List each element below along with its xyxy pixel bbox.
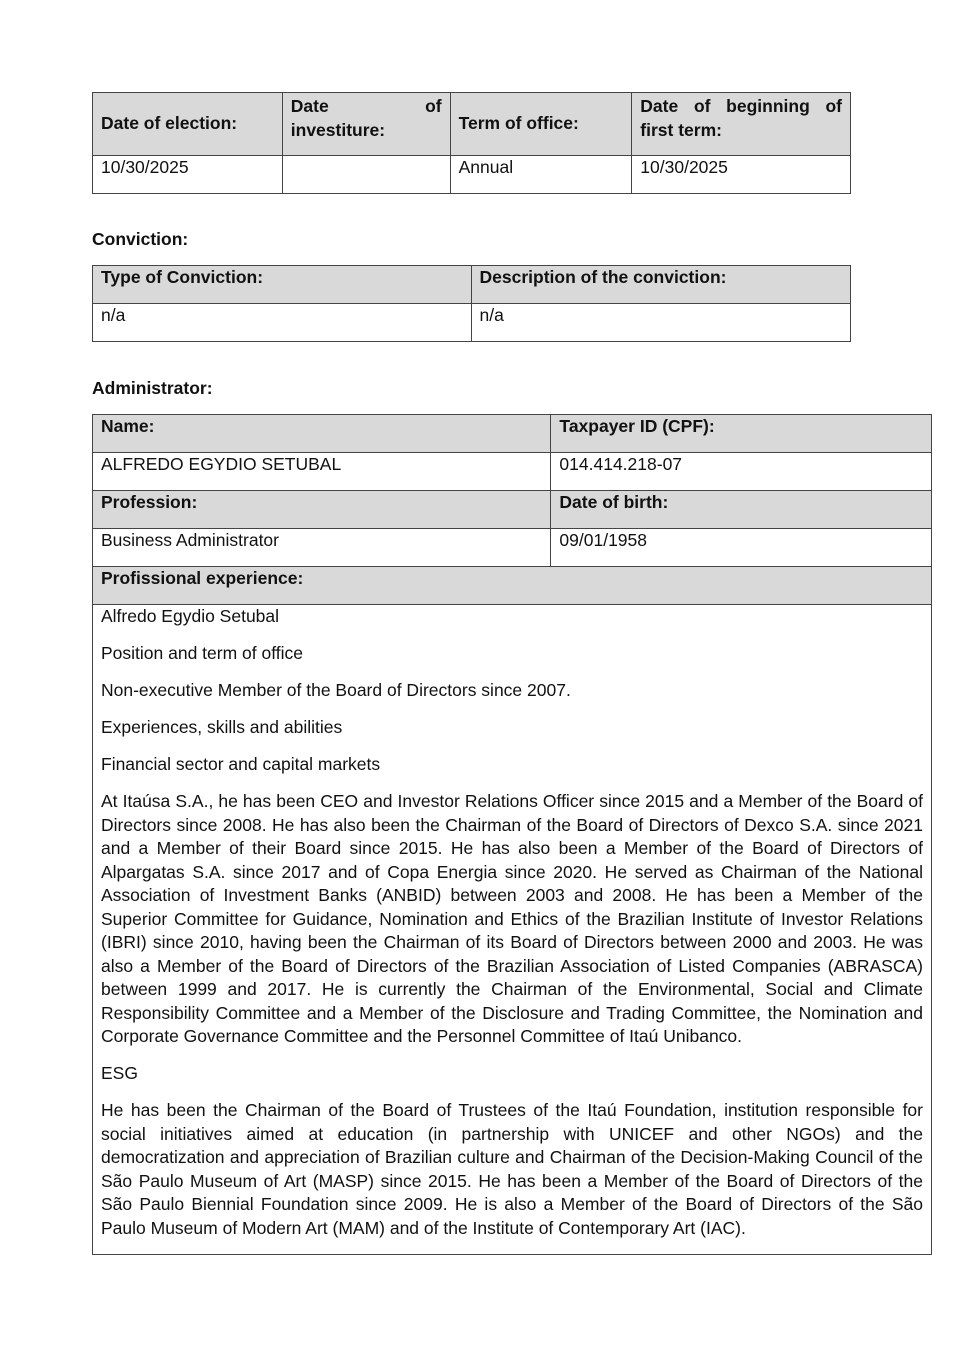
first-term-date-header: Date of beginning of first term: xyxy=(632,93,851,156)
term-of-office-header: Term of office: xyxy=(450,93,632,156)
experience-header: Profissional experience: xyxy=(93,567,932,605)
experience-body xyxy=(93,605,932,1255)
administrator-title: Administrator: xyxy=(92,378,213,398)
administrator-table xyxy=(92,414,932,1255)
position-text: Non-executive Member of the Board of Directors since 2007. xyxy=(101,680,571,700)
financial-heading: Financial sector and capital markets xyxy=(101,754,381,774)
election-date-header: Date of election: xyxy=(93,93,283,156)
profession-header: Profession: xyxy=(93,491,551,529)
conviction-title: Conviction: xyxy=(92,229,189,249)
conviction-type-header: Type of Conviction: xyxy=(93,266,472,304)
conviction-type-value: n/a xyxy=(93,304,472,342)
election-date-value: 10/30/2025 xyxy=(93,156,283,194)
investiture-date-value xyxy=(282,156,450,194)
esg-text: He has been the Chairman of the Board of Trustees of the Itaú Foundation, institution responsible for social initiatives aimed at education (in partnership with UNICEF and other NGOs) and the democratization and appreciation of Brazilian culture and Chairman of the Decision-Making Council of the São Paulo Museum of Art (MASP) since 2015. He has been a Member of the Board of Directors of the São Paulo Biennial Foundation since 2009. He is also a Member of the Board of Directors of the São Paulo Museum of Modern Art (MAM) and of the Institute of Contemporary Art (IAC). xyxy=(101,1100,923,1238)
name-value: ALFREDO EGYDIO SETUBAL xyxy=(93,453,551,491)
dob-value: 09/01/1958 xyxy=(551,529,932,567)
esg-heading: ESG xyxy=(101,1063,138,1083)
conviction-description-header: Description of the conviction: xyxy=(471,266,851,304)
profession-value: Business Administrator xyxy=(93,529,551,567)
investiture-date-header: Date of investiture: xyxy=(282,93,450,156)
conviction-table xyxy=(92,265,851,342)
term-of-office-value: Annual xyxy=(450,156,632,194)
dob-header: Date of birth: xyxy=(551,491,932,529)
cpf-header: Taxpayer ID (CPF): xyxy=(551,415,932,453)
election-table xyxy=(92,92,851,194)
skills-heading: Experiences, skills and abilities xyxy=(101,717,343,737)
financial-text: At Itaúsa S.A., he has been CEO and Investor Relations Officer since 2015 and a Member of the Board of Directors since 2008. He has also been the Chairman of the Board of Directors of Dexco S.A. since 2021 and a Member of their Board since 2015. He has also been a Member of the Board of Directors of Alpargatas S.A. since 2017 and of Copa Energia since 2020. He served as Chairman of the National Association of Investment Banks (ANBID) between 2003 and 2008. He has been a Member of the Superior Committee for Guidance, Nomination and Ethics of the Brazilian Institute of Investor Relations (IBRI) since 2010, having been the Chairman of its Board of Directors between 2000 and 2003. He was also a Member of the Board of Directors of the Brazilian Association of Listed Companies (ABRASCA) between 1999 and 2017. He is currently the Chairman of the Environmental, Social and Climate Responsibility Committee and a Member of the Disclosure and Trading Committee, the Nomination and Corporate Governance Committee and the Personnel Committee of Itaú Unibanco. xyxy=(101,791,923,1046)
name-header: Name: xyxy=(93,415,551,453)
cpf-value: 014.414.218-07 xyxy=(551,453,932,491)
conviction-description-value: n/a xyxy=(471,304,851,342)
position-heading: Position and term of office xyxy=(101,643,304,663)
first-term-date-value: 10/30/2025 xyxy=(632,156,851,194)
experience-name: Alfredo Egydio Setubal xyxy=(101,606,280,626)
